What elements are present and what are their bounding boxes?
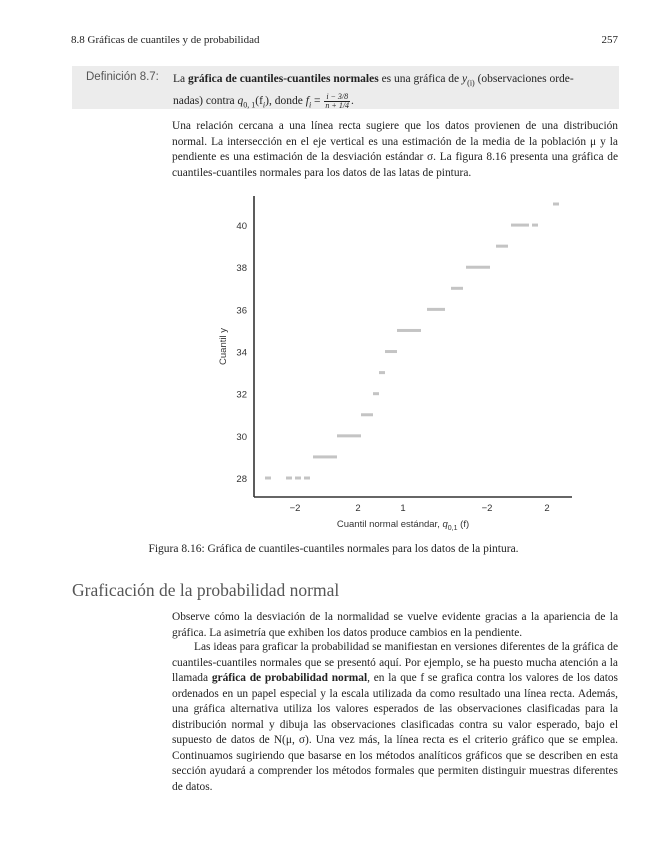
data-point xyxy=(484,266,490,269)
data-point xyxy=(343,434,349,437)
y-tick-label: 30 xyxy=(236,431,247,443)
data-point xyxy=(355,434,361,437)
paragraph-ideas: Las ideas para graficar la probabilidad se manifiestan en versiones diferentes de la gráfica de cuantiles-cuantiles normales que se presentó aquí. Por ejemplo, se ha puesto mucha atención a la llamada gráfica de probabilidad normal, en la que f se grafica contra los valores de los datos ordenados en un papel especial y la escala utilizada da como resultado una línea recta. Además, una gráfica alternativa utiliza los valores esperados de las observaciones clasificadas para la distribución normal y dibuja las observaciones clasificadas contra su valor esperado, bajo el supuesto de datos de N(μ, σ). Una vez más, la línea recta es el criterio gráfico que se emplea. Continuamos sugiriendo que basarse en los métodos analíticos gráficos que se describen en esta sección ayudará a comprender los métodos formales que permiten distinguir muestras diferentes de datos. xyxy=(172,641,618,793)
y-tick-label: 34 xyxy=(236,347,247,359)
data-point xyxy=(472,266,478,269)
data-point xyxy=(415,329,421,332)
data-point xyxy=(451,287,457,290)
data-point xyxy=(523,224,529,227)
data-point xyxy=(496,245,502,248)
bold-term: gráfica de probabilidad normal xyxy=(211,672,368,684)
x-tick-label: −2 xyxy=(481,503,493,514)
data-point xyxy=(304,477,310,480)
data-point xyxy=(379,371,385,374)
y-tick-label: 32 xyxy=(236,389,247,401)
data-point xyxy=(349,434,355,437)
data-point xyxy=(391,350,397,353)
data-point xyxy=(397,329,403,332)
paragraph-intro: Una relación cercana a una línea recta sugiere que los datos provienen de una distribución normal. La intersección en el eje vertical es una estimación de la media de la población μ y la pendiente es una estimación de la desviación estándar σ. La figura 8.16 presenta una gráfica de cuantiles-cuantiles normales para los datos de las latas de pintura. xyxy=(172,120,618,179)
x-tick-label: −2 xyxy=(289,503,301,514)
fraction: $\frac{i - 3/8}{n + 1/4}$ xyxy=(325,92,350,111)
x-tick-label: 2 xyxy=(544,503,550,514)
x-tick-label: 2 xyxy=(355,503,361,514)
data-point xyxy=(337,434,343,437)
definition-text: La gráfica de cuantiles-cuantiles normales es una gráfica de $y_{(i)}$ (observaciones orde- nadas) contra $q_{0, 1}(f_i)$, donde $f_i$ = $\frac{i - 3/8}{n + 1/4}$ . xyxy=(173,73,574,111)
data-point xyxy=(295,477,301,480)
paragraph-observe: Observe cómo la desviación de la normalidad se vuelve evidente gracias a la apariencia de la gráfica. La asimetría que exhiben los datos produce cambios en la pendiente. xyxy=(172,611,618,639)
data-point xyxy=(502,245,508,248)
y-tick-label: 36 xyxy=(236,305,247,317)
definition-term: gráfica de cuantiles-cuantiles normales xyxy=(188,73,379,85)
data-point xyxy=(553,203,559,206)
y-tick-label: 38 xyxy=(236,263,247,275)
y-axis-label: Cuantil y xyxy=(218,328,229,365)
data-point xyxy=(532,224,538,227)
data-point xyxy=(331,455,337,458)
section-heading: Graficación de la probabilidad normal xyxy=(72,580,340,600)
section-title: 8.8 Gráficas de cuantiles y de probabilidad xyxy=(71,34,260,46)
figure-caption: Figura 8.16: Gráfica de cuantiles-cuantiles normales para los datos de la pintura. xyxy=(148,543,519,555)
data-point xyxy=(325,455,331,458)
data-point xyxy=(319,455,325,458)
data-point xyxy=(511,224,517,227)
data-point xyxy=(517,224,523,227)
data-point xyxy=(466,266,472,269)
data-point xyxy=(403,329,409,332)
data-point xyxy=(478,266,484,269)
x-axis-label: Cuantil normal estándar, $q_{0,1}$ (f) xyxy=(336,519,470,532)
data-point xyxy=(367,413,373,416)
data-point xyxy=(433,308,439,311)
data-point xyxy=(373,392,379,395)
x-tick-label: 1 xyxy=(400,503,406,514)
data-point xyxy=(313,455,319,458)
data-point xyxy=(409,329,415,332)
data-point xyxy=(361,413,367,416)
data-point xyxy=(286,477,292,480)
data-point xyxy=(439,308,445,311)
y-tick-label: 28 xyxy=(236,474,247,485)
data-point xyxy=(385,350,391,353)
definition-box xyxy=(72,66,619,109)
definition-label: Definición 8.7: xyxy=(86,71,159,83)
page-number: 257 xyxy=(601,34,618,46)
y-tick-label: 40 xyxy=(236,221,247,233)
data-point xyxy=(265,477,271,480)
data-point xyxy=(427,308,433,311)
data-point xyxy=(457,287,463,290)
